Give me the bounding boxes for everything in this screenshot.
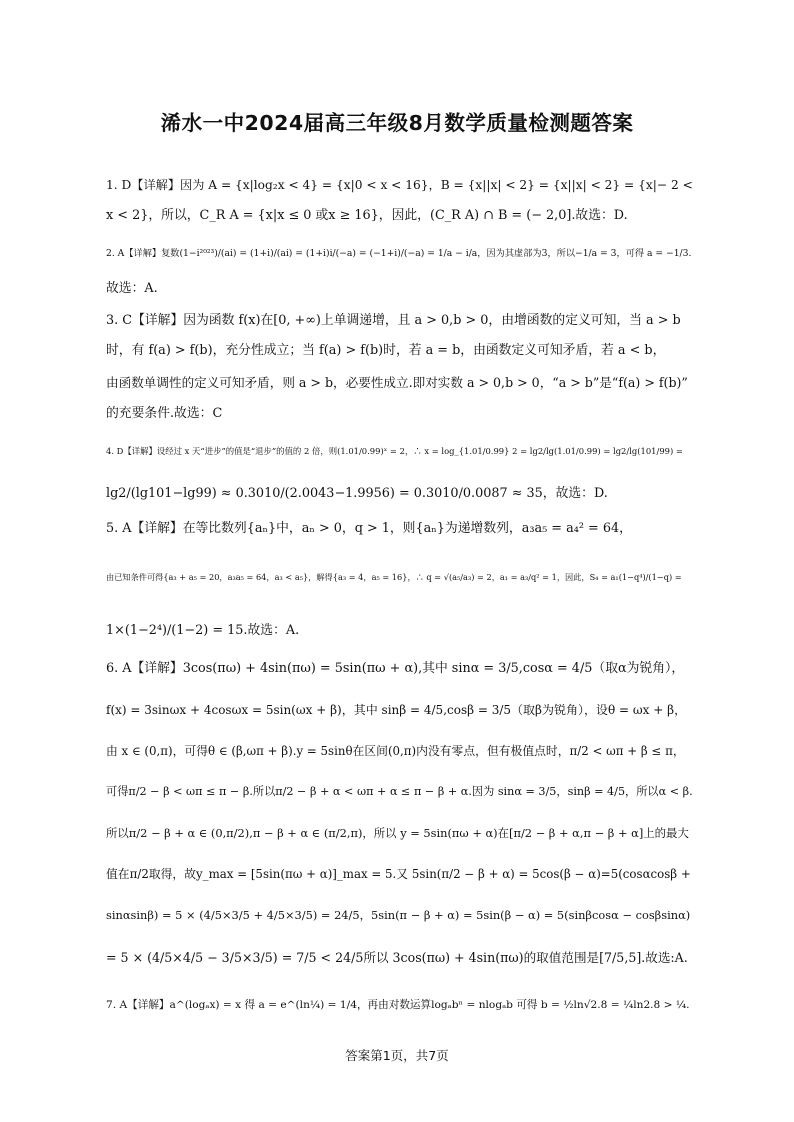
answer-line: 6. A【详解】3cos(πω) + 4sin(πω) = 5sin(πω + α),其中 sinα = 3/5,cosα = 4/5（取α为锐角），	[106, 661, 685, 676]
answer-line: 7. A【详解】a^(logₐx) = x 得 a = e^(ln¼) = 1/4，再由对数运算logₐbⁿ = nlogₐb 可得 b = ½ln√2.8 = ¼ln2.8 > ¼.	[106, 999, 690, 1011]
answer-line: 5. A【详解】在等比数列{aₙ}中，aₙ > 0，q > 1，则{aₙ}为递增数列，a₃a₅ = a₄² = 64，	[106, 521, 632, 536]
answer-line: f(x) = 3sinωx + 4cosωx = 5sin(ωx + β)，其中 sinβ = 4/5,cosβ = 3/5（取β为锐角），设θ = ωx + β，	[106, 703, 687, 717]
answer-line: 1. D【详解】因为 A = {x|log₂x < 4} = {x|0 < x < 16}，B = {x||x| < 2} = {x||x| < 2} = {x|− 2 <	[106, 178, 693, 192]
answer-line: 1×(1−2⁴)/(1−2) = 15.故选：A.	[106, 623, 300, 638]
answer-line: 所以π/2 − β + α ∈ (0,π/2),π − β + α ∈ (π/2,π)，所以 y = 5sin(πω + α)在[π/2 − β + α,π − β + α]上的最大	[106, 826, 689, 840]
answer-line: 由已知条件可得{a₃ + a₅ = 20，a₃a₅ = 64，a₃ < a₅}，解得{a₃ = 4，a₅ = 16}，∴ q = √(a₅/a₃) = 2，a₁ = a₃/q² = 1，因此，S₄ = a₁(1−q⁴)/(1−q) =	[106, 572, 682, 582]
answer-line: 4. D【详解】设经过 x 天“进步”的值是“退步”的值的 2 倍，则(1.01/0.99)ˣ = 2，∴ x = log_{1.01/0.99} 2 = lg2/lg(1.01/0.99) = lg2/lg(101/99) =	[106, 446, 683, 456]
answer-line: 可得π/2 − β < ωπ ≤ π − β.所以π/2 − β + α < ωπ + α ≤ π − β + α.因为 sinα = 3/5，sinβ = 4/5，所以α < β.	[106, 785, 693, 798]
answer-line: lg2/(lg101−lg99) ≈ 0.3010/(2.0043−1.9956) = 0.3010/0.0087 ≈ 35，故选：D.	[106, 486, 608, 501]
answer-line: 由函数单调性的定义可知矛盾，则 a > b，必要性成立.即对实数 a > 0,b > 0，“a > b”是“f(a) > f(b)”	[106, 375, 688, 390]
answer-line: 时，有 f(a) > f(b)，充分性成立；当 f(a) > f(b)时，若 a = b，由函数定义可知矛盾，若 a < b，	[106, 343, 666, 358]
page-title: 浠水一中2024届高三年级8月数学质量检测题答案	[160, 111, 634, 135]
answer-line: 的充要条件.故选：C	[106, 406, 223, 421]
answer-line: 值在π/2取得，故y_max = [5sin(πω + α)]_max = 5.又 5sin(π/2 − β + α) = 5cos(β − α)=5(cosαcosβ +	[106, 867, 691, 881]
answer-line: sinαsinβ) = 5 × (4/5×3/5 + 4/5×3/5) = 24/5，5sin(π − β + α) = 5sin(β − α) = 5(sinβcosα − cosβsinα)	[106, 908, 691, 922]
answer-line: 由 x ∈ (0,π)，可得θ ∈ (β,ωπ + β).y = 5sinθ在区间(0,π)内没有零点，但有极值点时，π/2 < ωπ + β ≤ π，	[106, 744, 685, 758]
answer-line: 2. A【详解】复数(1−i²⁰²³)/(ai) = (1+i)/(ai) = (1+i)i/(−a) = (−1+i)/(−a) = 1/a − i/a，因为其虚部为3，所以−1/a = 3，可得 a = −1/3.	[106, 248, 692, 259]
answer-line: = 5 × (4/5×4/5 − 3/5×3/5) = 7/5 < 24/5所以 3cos(πω) + 4sin(πω)的取值范围是[7/5,5].故选:A.	[106, 950, 688, 965]
answer-line: 3. C【详解】因为函数 f(x)在[0, +∞)上单调递增，且 a > 0,b > 0，由增函数的定义可知，当 a > b	[106, 313, 681, 328]
answer-line: 故选：A.	[106, 281, 158, 296]
page-footer: 答案第1页，共7页	[345, 1048, 449, 1063]
answer-line: x < 2}，所以，C_R A = {x|x ≤ 0 或x ≥ 16}，因此，(C_R A) ∩ B = (− 2,0].故选：D.	[106, 208, 628, 223]
